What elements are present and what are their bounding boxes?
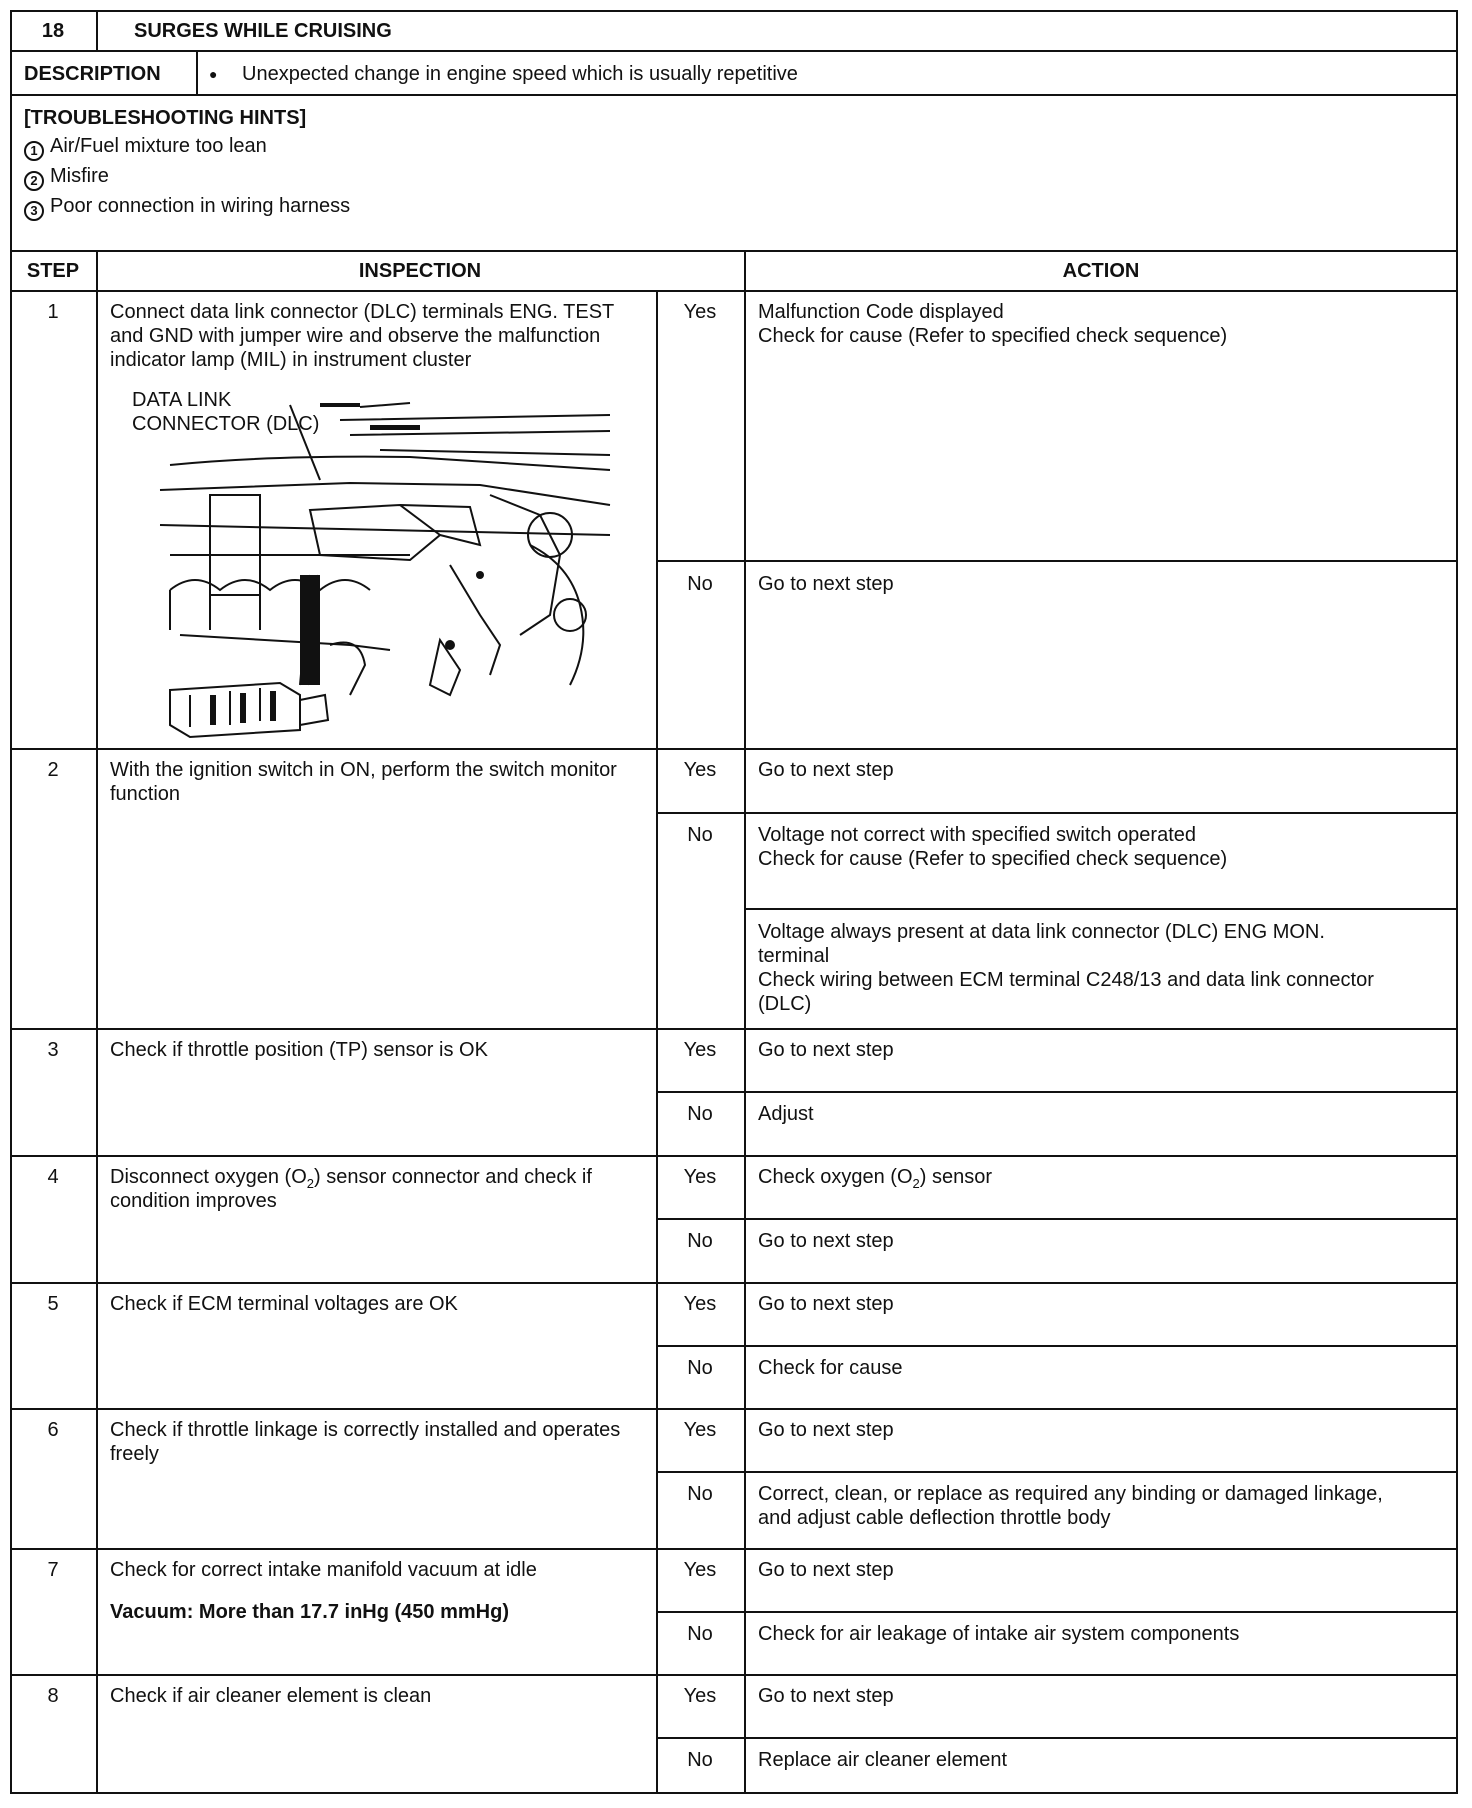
procedure-title: SURGES WHILE CRUISING (134, 20, 392, 42)
step-action: Go to next step (758, 1419, 894, 1441)
yes-label: Yes (683, 759, 717, 781)
yes-label: Yes (683, 301, 717, 323)
step-action: Go to next step (758, 573, 894, 595)
step-action: Go to next step (758, 1039, 894, 1061)
step-inspection: Check for correct intake manifold vacuum at idle (110, 1559, 537, 1581)
step-number: 4 (47, 1166, 59, 1188)
step-inspection: Check if ECM terminal voltages are OK (110, 1293, 458, 1315)
step-action: Go to next step (758, 1293, 894, 1315)
no-label: No (687, 824, 713, 846)
description-text: Unexpected change in engine speed which is usually repetitive (242, 63, 798, 85)
step-action: Voltage not correct with specified switch operated (758, 824, 1197, 846)
step-number: 8 (47, 1685, 59, 1707)
step-action: Go to next step (758, 1685, 894, 1707)
step-action: Adjust (758, 1103, 814, 1125)
yes-label: Yes (683, 1039, 717, 1061)
figure-label: DATA LINK (132, 389, 232, 411)
yes-label: Yes (683, 1293, 717, 1315)
step-inspection: Connect data link connector (DLC) terminals ENG. TEST and GND with jumper wire and observe the malfunction indicator lamp (MIL) in instrument cluster (110, 301, 614, 371)
yes-label: Yes (683, 1685, 717, 1707)
description-bullet: ● (209, 66, 218, 82)
step-action: Check for cause (758, 1357, 903, 1379)
step-action: Malfunction Code displayed (758, 301, 1004, 323)
circled-number-icon: 3 (24, 201, 44, 221)
no-label: No (687, 1357, 713, 1379)
step-inspection: With the ignition switch in ON, perform the switch monitor function (110, 759, 617, 805)
step-action: Check oxygen $(O_2)$ sensor (758, 1166, 992, 1191)
step-action: Check for cause (Refer to specified check sequence) (758, 325, 1228, 347)
step-inspection: Check if throttle linkage is correctly installed and operates freely (110, 1419, 621, 1465)
step-action: Check for cause (Refer to specified check sequence) (758, 848, 1228, 870)
no-label: No (687, 573, 713, 595)
procedure-number: 18 (41, 20, 65, 42)
hint-item: 3 Poor connection in wiring harness (24, 194, 350, 221)
troubleshooting-sheet (10, 10, 1458, 1794)
step-action: Check wiring between ECM terminal C248/13 and data link connector (DLC) (758, 969, 1374, 1015)
yes-label: Yes (683, 1419, 717, 1441)
hint-item: 1 Air/Fuel mixture too lean (24, 134, 267, 161)
figure-label: CONNECTOR (DLC) (132, 413, 320, 435)
no-label: No (687, 1623, 713, 1645)
no-label: No (687, 1103, 713, 1125)
step-action: Voltage always present at data link connector (DLC) ENG MON. terminal (758, 921, 1325, 967)
step-action: Go to next step (758, 1230, 894, 1252)
yes-label: Yes (683, 1559, 717, 1581)
step-action: Correct, clean, or replace as required any binding or damaged linkage, and adjust cable deflection throttle body (758, 1483, 1383, 1529)
column-header-action: ACTION (1062, 260, 1140, 282)
step-number: 2 (47, 759, 59, 781)
step-number: 3 (47, 1039, 59, 1061)
circled-number-icon: 2 (24, 171, 44, 191)
step-inspection: Disconnect oxygen $(O_2)$ sensor connector and check if condition improves (110, 1166, 592, 1212)
step-action: Go to next step (758, 759, 894, 781)
step-number: 6 (47, 1419, 59, 1441)
hint-item: 2 Misfire (24, 164, 109, 191)
dlc-location-illustration (150, 395, 620, 740)
step-action: Check for air leakage of intake air system components (758, 1623, 1240, 1645)
step-number: 1 (47, 301, 59, 323)
description-label: DESCRIPTION (24, 63, 161, 85)
yes-label: Yes (683, 1166, 717, 1188)
no-label: No (687, 1230, 713, 1252)
step-inspection: Check if throttle position (TP) sensor is OK (110, 1039, 488, 1061)
step-number: 7 (47, 1559, 59, 1581)
column-header-step: STEP (26, 260, 80, 282)
column-header-inspection: INSPECTION (358, 260, 482, 282)
no-label: No (687, 1749, 713, 1771)
no-label: No (687, 1483, 713, 1505)
circled-number-icon: 1 (24, 141, 44, 161)
step-inspection: Check if air cleaner element is clean (110, 1685, 432, 1707)
step-action: Replace air cleaner element (758, 1749, 1008, 1771)
vacuum-spec: Vacuum: More than 17.7 inHg (450 mmHg) (110, 1601, 509, 1623)
step-number: 5 (47, 1293, 59, 1315)
step-action: Go to next step (758, 1559, 894, 1581)
hints-title: [TROUBLESHOOTING HINTS] (24, 107, 307, 129)
